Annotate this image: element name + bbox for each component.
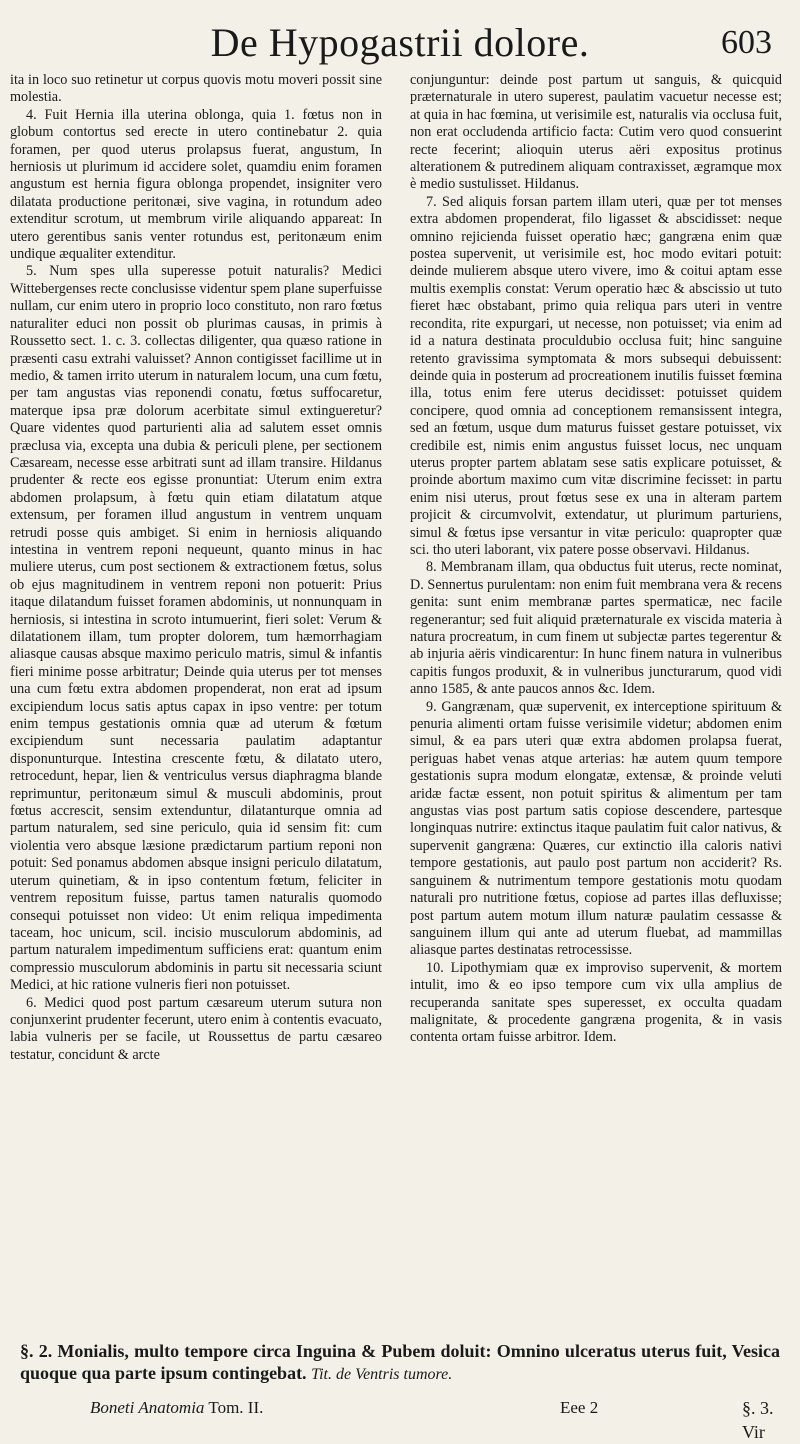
paragraph: 10. Lipothymiam quæ ex improviso supervenit, & mortem intulit, imo & eo ipso tempore cum vix ulla amplius de recuperanda sanitate spes superesset, ex occulta quadam malignitate, & procedente gangræna progenita, & in vasis contenta ortam fuisse arbitror. Idem.	[410, 959, 782, 1046]
paragraph: 8. Membranam illam, qua obductus fuit uterus, recte nominat, D. Sennertus purulentam: non enim fuit membrana vera & recens genita: sunt enim membranæ partes spermaticæ, nec facile regenerantur; sed fuit aliquid præternaturale ex viscida materia à natura procreatum, in cum finem ut subjectæ partes tegerentur & ab injuria aëris vindicarentur: In hunc finem natura in vulneribus capitis fungos produxit, & in vulneribus juncturarum, quod vidi anno 1585, & ante paucos annos &c. Idem.	[410, 559, 782, 698]
catchword: §. 3. Vir	[742, 1398, 774, 1442]
page-number: 603	[721, 24, 772, 61]
left-column	[10, 72, 382, 1334]
page-title: De Hypogastrii dolore.	[210, 20, 590, 65]
running-head	[0, 18, 800, 68]
section-reference: Tit. de Ventris tumore.	[311, 1366, 453, 1383]
volume: Tom. II.	[208, 1398, 264, 1417]
page-footer	[0, 1396, 800, 1442]
paragraph: 5. Num spes ulla superesse potuit naturalis? Medici Wittebergenses recte conclusisse videntur spem plane superfuisse nullam, cur enim utero in proprio loco constituto, non raro fœtus naturaliter educi non possit ob plurimas causas, in primis à Roussetto sect. 1. c. 3. collectas diligenter, qua quæso ratione in præsenti casu extrahi valuisset? Annon contigisset facillime ut in medio, & tamen irrito uterum in naturalem locum, una cum fœtu, per tam angustas vias reponendi conatu, fœtus suffocaretur, materque ipsa præ dolorum acerbitate simul extingueretur? Quare videntes quod parturienti alia ad salutem esset omnis præclusa via, excepta una dubia & periculi plene, per sectionem Cæsaream, necesse esse arbitrati sunt ad illam transire. Hildanus prudenter & recte eos egisse pronuntiat: Uterum enim extra abdomen prolapsum, à fœtu quin etiam dilatatum atque extensum, per foramen illud angustum in ventrem unquam retrudi posse quis ambiget. Si enim in herniosis aliquando intestina in ventrem reponi nequeunt, quanto minus in hac muliere uterus, cum post sectionem & extractionem fœtus, solus ob ejus magnitudinem in ventrem reponi non potuerit: Prius itaque dilatandum fuisset foramen abdominis, ut nonnunquam in herniosis, si intestina in scroto intumuerint, fieri solet: Verum & dilatationem illam, tum propter dolorem, tum hæmorrhagiam aliasque causas absque maximo periculo matris, simul & infantis fieri minime posse arbitratur; Deinde quia uterus per tot menses una cum fœtu extra abdomen propenderat, non erat ad ipsum excipiendum locus satis aptus capax in ipso ventre: per totum enim tempus gestationis omnia quæ ad uterum & fœtum excipiendum sunt necessaria paulatim adaptantur disponunturque. Intestina crescente fœtu, & dilatato utero, retrocedunt, hepar, lien & ventriculus versus diaphragma blande reprimuntur, peritonæum simul & musculi abdominis, prout fœtus accrescit, sensim extenduntur, dilatanturque omnia ad partum naturalem, sed sine periculo, quia id sensim fit: cum violentia vero absque læsione prædictarum partium reponi non potuit: Sed ponamus abdomen absque insigni periculo dilatatum, uterum quinetiam, & in ipso contentum fœtum, feliciter in ventrem repositum fuisse, partus tamen naturalis quomodo consequi potuisset non video: Ut enim reliqua impedimenta taceam, hoc unicum, scil. incisio musculorum abdominis, ad partum naturalem impedimentum sufficiens erat: quantum enim compressio musculorum abdominis in partu sit necessaria sciunt Medici, at hic ratione vulneris fieri non potuisset.	[10, 263, 382, 994]
paragraph: ita in loco suo retinetur ut corpus quovis motu moveri possit sine molestia.	[10, 72, 382, 106]
book-reference	[90, 1396, 263, 1420]
signature-mark: Eee 2	[560, 1398, 599, 1417]
right-column	[410, 72, 782, 1334]
paragraph: 7. Sed aliquis forsan partem illam uteri, quæ per tot menses extra abdomen propenderat, filo ligasset & abscidisset: neque omnino rejicienda fuisset operatio hæc; gangræna enim quæ postea supervenit, ut verisimile est, hoc modo evitari potuit: deinde mulierem absque utero vivere, imo & coitui aptam esse multis exemplis constat: Verum operatio hæc & abscissio ut tuto fieret hæc obstabant, primo quia reliqua pars uteri in ventre recondita, rite expurgari, ut necesse, non potuisset; via enim ad id a natura destinata proculdubio occlusa fuit; hinc sanguine retento gravissima symptomata & mors subsequi debuissent: deinde quia in posterum ad procreationem inutilis fuisset fœmina illa, totus enim fere uterus decidisset: potuisset quidem concipere, quod omnia ad conceptionem remansissent integra, sed an fœtum, usque dum maturus fuisset gestare potuisset, vix credibile est, nimis enim angustus fuisset locus, nec unquam uterus propter partem ablatam sese satis explicare potuisset, & proinde abortum maximo cum vitæ discrimine fecisset: in partu enim nisi uterus, prout fœtus sese ex una in alteram partem projicit & circumvolvit, extendatur, ut plurimum parturiens, simul & fœtus ipse versantur in vitæ periculo: quapropter quæ sci. tho uteri laborant, vix patere posse observavi. Hildanus.	[410, 193, 782, 558]
paragraph: 6. Medici quod post partum cæsareum uterum sutura non conjunxerint prudenter fecerunt, utero enim à contentis evacuato, labia vulneris per se facile, ut Roussettus de partu cæsareo testatur, concidunt & arcte	[10, 994, 382, 1063]
section-heading	[20, 1340, 780, 1386]
section-text: §. 2. Monialis, multo tempore circa Inguina & Pubem doluit: Omnino ulceratus uterus fuit, Vesica quoque qua parte ipsum contingebat.	[20, 1341, 780, 1383]
book-title: Boneti Anatomia	[90, 1398, 205, 1417]
paragraph: conjunguntur: deinde post partum ut sanguis, & quicquid præternaturale in utero superest, paulatim vacuetur necesse est; at quia in hac fœmina, ut verisimile est, naturalis via occlusa fuit, non erat occludenda artificio facta: Cutim vero quod consuerint recte fecerint; alioquin uterus aëri expositus protinus alterationem & putredinem aliquam contraxisset, ægramque mox è medio sustulisset. Hildanus.	[410, 72, 782, 193]
paragraph: 4. Fuit Hernia illa uterina oblonga, quia 1. fœtus non in globum contortus sed erecte in utero continebatur 2. quia foramen, per quod uterus prolapsus fuerat, angustum, In herniosis ut plurimum id accidere solet, quamdiu enim foramen angustum est hernia figura oblonga propendet, insigniter vero dilatata productione peritonæi, sive vagina, in rotundum adeo extenditur scrotum, ut membrum virile aliquando appareat: In utero gerentibus sanis venter rotundus est, peritonæum enim undique æqualiter extenditur.	[10, 106, 382, 263]
paragraph: 9. Gangrænam, quæ supervenit, ex interceptione spirituum & penuria alimenti ortam fuisse verisimile videtur; abdomen enim simul, & ea pars uteri quæ extra abdomen prolapsa fuerat, periguas habet venas atque arterias: hæ autem quum tempore gestationis supra modum elongatæ, extensæ, & proinde veluti aridæ factæ essent, non potuit spiritus & alimentum per tam angustas vias post partum satis copiose descendere, partesque longinquas nutrire: extinctus itaque paulatim fuit calor nativus, & supervenit gangræna: Quæres, cur extinctio illa caloris nativi tempore gestationis, aut paulo post partum non acciderit? Rs. sanguinem & nutrimentum tempore gestationis motu quodam naturali pro nutritione fœtus, copiose ad partes illas defluxisse; post partum autem motum illum naturæ paulatim cessasse & sanguinem illum qui ante ad uterum fluebat, ad mammillas aliasque partes destinatas retrocessisse.	[410, 698, 782, 959]
